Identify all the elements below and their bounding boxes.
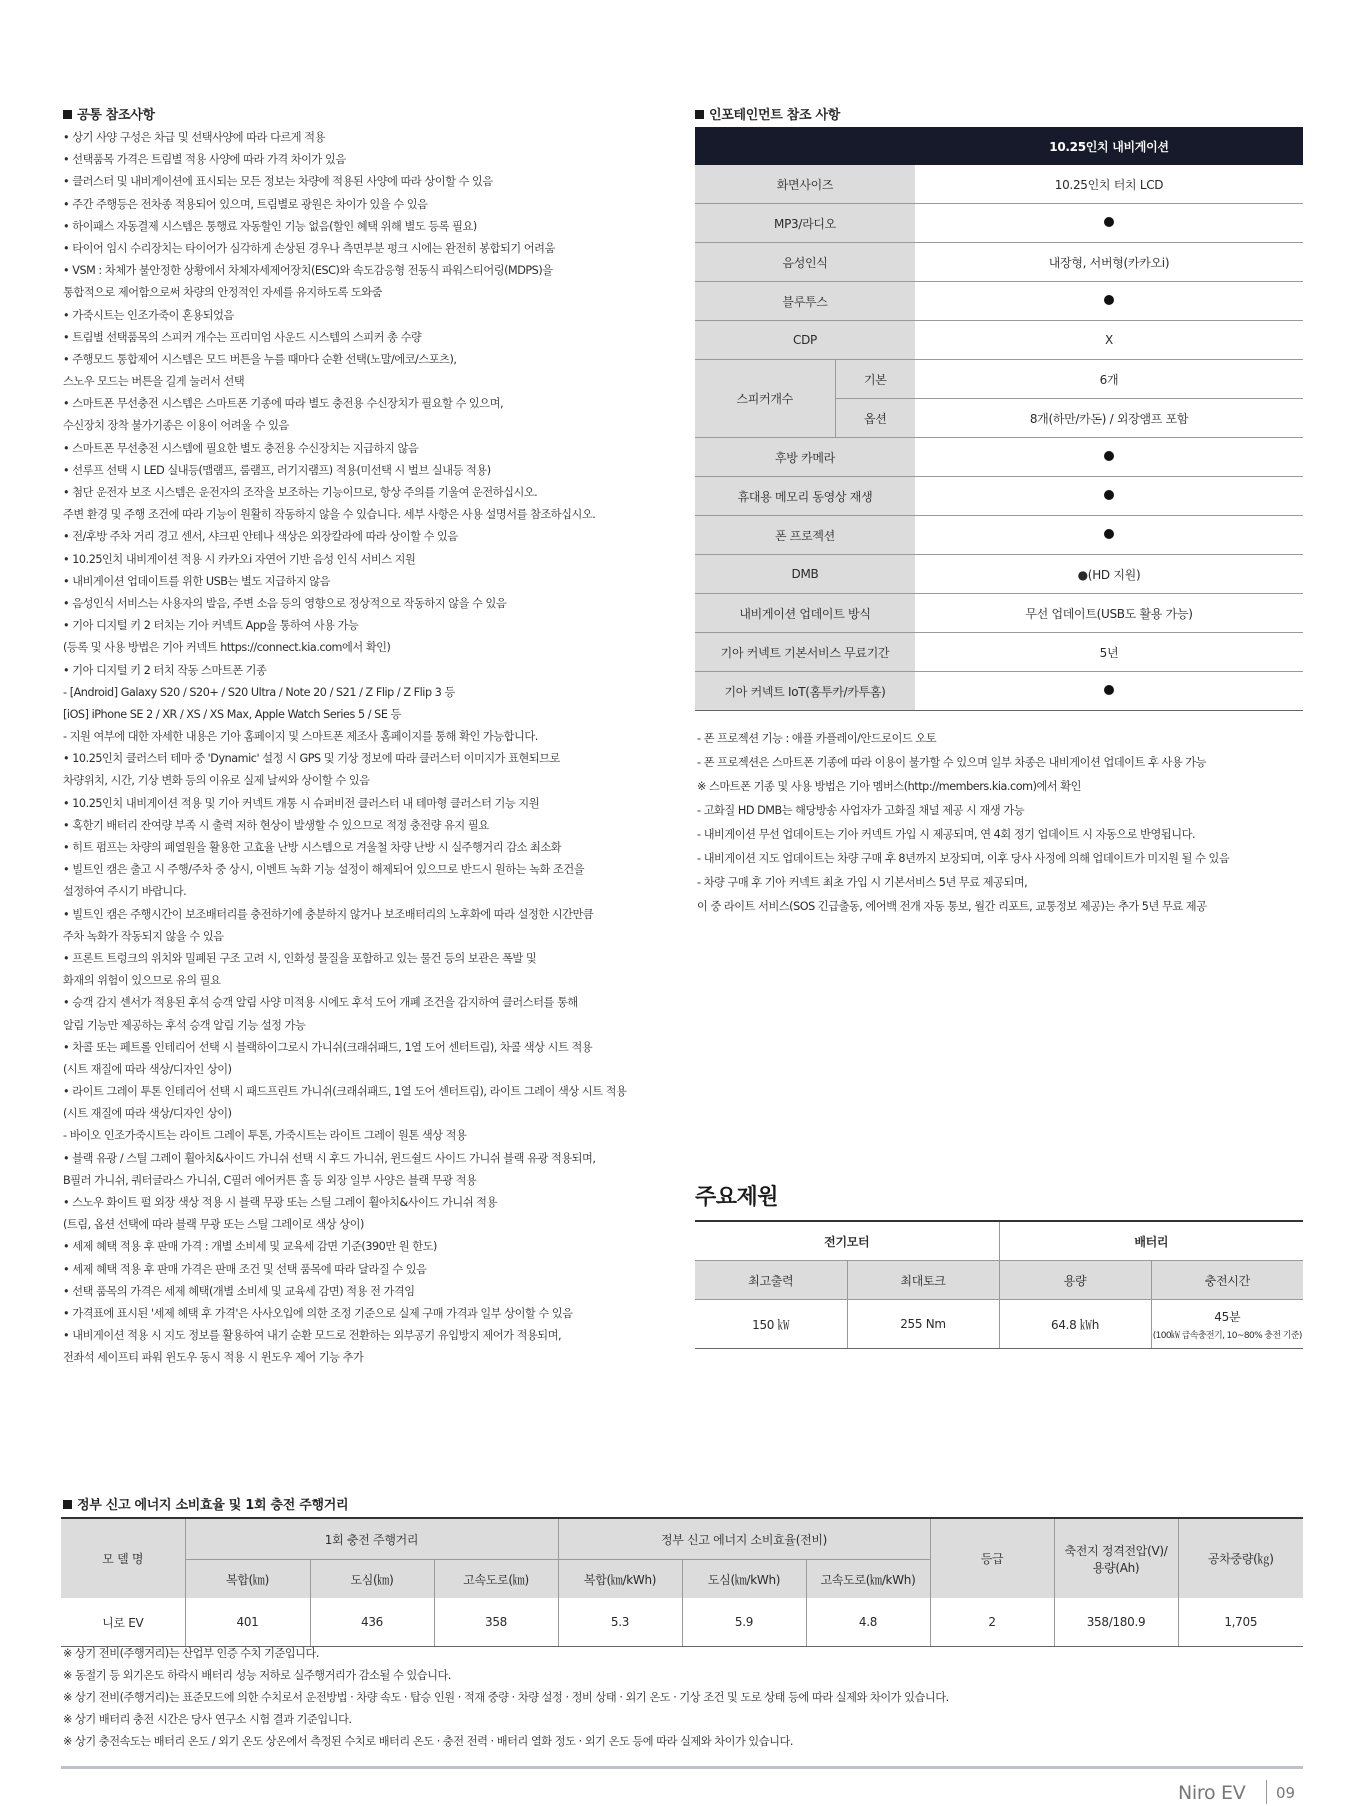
spec-col-header: 최대토크 bbox=[847, 1261, 999, 1300]
note-line: (시트 재질에 따라 색상/디자인 상이) bbox=[63, 1062, 232, 1076]
infotainment-title: 인포테인먼트 참조 사항 bbox=[695, 104, 840, 123]
grade-header: 등급 bbox=[930, 1518, 1054, 1598]
note-line: • 세제 혜택 적용 후 판매 가격은 판매 조건 및 선택 품목에 따라 달라질 수 있음 bbox=[63, 1262, 427, 1276]
value-cell: 5년 bbox=[915, 633, 1303, 672]
note-line: • 하이패스 자동결제 시스템은 통행료 자동할인 기능 없음(할인 혜택 위해 별도 등록 필요) bbox=[63, 219, 477, 233]
note-line: 주변 환경 및 주행 조건에 따라 기능이 원활히 작동하지 않을 수 있습니다. 세부 사항은 사용 설명서를 참조하십시오. bbox=[63, 508, 596, 522]
row-label: 폰 프로젝션 bbox=[695, 516, 915, 555]
note-line: ※ 상기 배터리 충전 시간은 당사 연구소 시험 결과 기준입니다. bbox=[63, 1713, 352, 1726]
note-line: • 음성인식 서비스는 사용자의 발음, 주변 소음 등의 영향으로 정상적으로 작동하지 않을 수 있음 bbox=[63, 596, 507, 610]
note-line: - 내비게이션 지도 업데이트는 차량 구매 후 8년까지 보장되며, 이후 당사 사정에 의해 업데이트가 미지원 될 수 있음 bbox=[697, 852, 1230, 865]
row-sublabel: 옵션 bbox=[835, 399, 915, 438]
note-line: • 클러스터 및 내비게이션에 표시되는 모든 정보는 차량에 적용된 사양에 따라 상이할 수 있음 bbox=[63, 175, 493, 189]
efficiency-combined: 5.3 bbox=[558, 1598, 682, 1647]
table-header-navigation: 10.25인치 내비게이션 bbox=[915, 127, 1303, 165]
supported-cell bbox=[915, 438, 1303, 477]
table-row bbox=[695, 555, 1303, 594]
row-label: 기아 커넥트 IoT(홈투카/카투홈) bbox=[695, 672, 915, 711]
note-line: • 타이어 임시 수리장치는 타이어가 심각하게 손상된 경우나 측면부분 펑크 시에는 완전히 봉합되기 어려움 bbox=[63, 241, 555, 255]
spec-value-charge-time bbox=[1151, 1300, 1303, 1349]
footer-divider bbox=[61, 1766, 1303, 1769]
note-line: • 트림별 선택품목의 스피커 개수는 프리미엄 사운드 시스템의 스피커 총 수량 bbox=[63, 330, 422, 344]
range-city: 436 bbox=[310, 1598, 434, 1647]
filled-circle-icon bbox=[1104, 295, 1114, 305]
spec-value-capacity: 64.8 ㎾h bbox=[999, 1300, 1151, 1349]
spec-group-motor: 전기모터 bbox=[695, 1221, 999, 1261]
voltage-header: 축전지 정격전압(V)/ 용량(Ah) bbox=[1054, 1518, 1178, 1598]
note-line: • 혹한기 배터리 잔여량 부족 시 출력 저하 현상이 발생할 수 있으므로 적정 충전량 유지 필요 bbox=[63, 818, 489, 832]
model-name: 니로 EV bbox=[61, 1598, 185, 1647]
row-label: MP3/라디오 bbox=[695, 204, 915, 243]
value-cell: 8개(하만/카돈) / 외장앰프 포함 bbox=[915, 399, 1303, 438]
spec-group-battery: 배터리 bbox=[999, 1221, 1303, 1261]
sub-header: 복합(㎞/kWh) bbox=[558, 1560, 682, 1599]
note-line: • 승객 감지 센서가 적용된 후석 승객 알림 사양 미적용 시에도 후석 도어 개폐 조건을 감지하여 클러스터를 통해 bbox=[63, 996, 578, 1010]
note-line: • 블랙 유광 / 스틸 그레이 휠아치&사이드 가니쉬 선택 시 후드 가니쉬, 윈드쉴드 사이드 가니쉬 블랙 유광 적용되며, bbox=[63, 1151, 596, 1165]
note-line: • 내비게이션 업데이트를 위한 USB는 별도 지급하지 않음 bbox=[63, 574, 331, 588]
note-line: • 빌트인 캠은 주행시간이 보조배터리를 충전하기에 충분하지 않거나 보조배터리의 노후화에 따라 설정한 시간만큼 bbox=[63, 907, 594, 921]
weight-header: 공차중량(㎏) bbox=[1178, 1518, 1303, 1598]
weight-value: 1,705 bbox=[1178, 1598, 1303, 1647]
supported-cell bbox=[915, 672, 1303, 711]
efficiency-city: 5.9 bbox=[682, 1598, 806, 1647]
note-line: - 지원 여부에 대한 자세한 내용은 기아 홈페이지 및 스마트폰 제조사 홈페이지를 통해 확인 가능합니다. bbox=[63, 730, 538, 744]
note-line: • 가격표에 표시된 '세제 혜택 후 가격'은 사사오입에 의한 조정 기준으로 실제 구매 가격과 일부 상이할 수 있음 bbox=[63, 1306, 573, 1320]
range-highway: 358 bbox=[434, 1598, 558, 1647]
efficiency-group-header: 정부 신고 에너지 소비효율(전비) bbox=[558, 1518, 930, 1560]
note-line: • 기아 디지털 키 2 터치 작동 스마트폰 기종 bbox=[63, 663, 267, 677]
note-line: 설정하여 주시기 바랍니다. bbox=[63, 885, 187, 899]
note-line: • 내비게이션 적용 시 지도 정보를 활용하여 내기 순환 모드로 전환하는 외부공기 유입방지 제어가 적용되며, bbox=[63, 1329, 562, 1343]
note-line: 주차 녹화가 작동되지 않을 수 있음 bbox=[63, 929, 224, 943]
sub-header: 도심(㎞) bbox=[310, 1560, 434, 1599]
note-line: (등록 및 사용 방법은 기아 커넥트 https://connect.kia.com에서 확인) bbox=[63, 641, 391, 655]
value-cell: X bbox=[915, 321, 1303, 360]
note-line: • 스마트폰 무선충전 시스템에 필요한 별도 충전용 수신장치는 지급하지 않음 bbox=[63, 441, 419, 455]
note-line: • 차콜 또는 페트롤 인테리어 선택 시 블랙하이그로시 가니쉬(크래쉬패드, 1열 도어 센터트림), 차콜 색상 시트 적용 bbox=[63, 1040, 593, 1054]
note-line: • 10.25인치 클러스터 테마 중 'Dynamic' 설정 시 GPS 및 기상 정보에 따라 클러스터 이미지가 표현되므로 bbox=[63, 752, 560, 766]
row-label: 화면사이즈 bbox=[695, 165, 915, 204]
charge-time-value: 45분 bbox=[1214, 1309, 1241, 1324]
table-row bbox=[695, 360, 1303, 399]
value-cell: 내장형, 서버형(카카오i) bbox=[915, 243, 1303, 282]
spec-col-header: 최고출력 bbox=[695, 1261, 847, 1300]
note-line: ※ 동절기 등 외기온도 하락시 배터리 성능 저하로 실주행거리가 감소될 수 있습니다. bbox=[63, 1669, 451, 1682]
spec-value-power: 150 ㎾ bbox=[695, 1300, 847, 1349]
table-row bbox=[695, 165, 1303, 204]
note-line: ※ 상기 충전속도는 배터리 온도 / 외기 온도 상온에서 측정된 수치로 배터리 온도 · 충전 전력 · 배터리 열화 정도 · 외기 온도 등에 따라 실제와 차이가 있습니다. bbox=[63, 1735, 793, 1748]
supported-cell bbox=[915, 477, 1303, 516]
note-line: • 10.25인치 내비게이션 적용 및 기아 커넥트 개통 시 슈퍼비전 클러스터 내 테마형 클러스터 기능 지원 bbox=[63, 796, 540, 810]
table-row bbox=[695, 516, 1303, 555]
note-line: • 10.25인치 내비게이션 적용 시 카카오i 자연어 기반 음성 인식 서비스 지원 bbox=[63, 552, 416, 566]
supported-cell bbox=[915, 282, 1303, 321]
footer-model-name: Niro EV bbox=[1178, 1782, 1246, 1804]
note-line: - [Android] Galaxy S20 / S20+ / S20 Ultra / Note 20 / S21 / Z Flip / Z Flip 3 등 bbox=[63, 685, 455, 699]
note-line: • 전/후방 주차 거리 경고 센서, 샤크핀 안테나 색상은 외장칼라에 따라 상이할 수 있음 bbox=[63, 530, 458, 544]
note-line: • 선택 품목의 가격은 세제 혜택(개별 소비세 및 교육세 감면) 적용 전 가격임 bbox=[63, 1284, 415, 1298]
supported-cell bbox=[915, 516, 1303, 555]
filled-circle-icon bbox=[1104, 490, 1114, 500]
note-line: B필러 가니쉬, 쿼터글라스 가니쉬, C필러 에어커튼 홀 등 외장 일부 사양은 블랙 무광 적용 bbox=[63, 1173, 477, 1187]
energy-notes bbox=[63, 1643, 1303, 1753]
range-group-header: 1회 충전 주행거리 bbox=[185, 1518, 558, 1560]
note-line: • 선루프 선택 시 LED 실내등(맵램프, 룸램프, 러기지램프) 적용(미선택 시 벌브 실내등 적용) bbox=[63, 463, 491, 477]
charge-time-note: (100㎾ 급속충전기, 10~80% 충전 기준) bbox=[1152, 1330, 1302, 1341]
note-line: - 고화질 HD DMB는 해당방송 사업자가 고화질 채널 제공 시 재생 가능 bbox=[697, 804, 1025, 817]
square-bullet-icon bbox=[63, 1500, 72, 1509]
spec-col-header: 충전시간 bbox=[1151, 1261, 1303, 1300]
specs-title: 주요제원 bbox=[695, 1185, 779, 1210]
note-line: - 폰 프로젝션 기능 : 애플 카플레이/안드로이드 오토 bbox=[697, 732, 937, 745]
row-sublabel: 기본 bbox=[835, 360, 915, 399]
note-line: - 폰 프로젝션은 스마트폰 기종에 따라 이용이 불가할 수 있으며 일부 차종은 내비게이션 업데이트 후 사용 가능 bbox=[697, 756, 1207, 769]
note-line: 수신장치 장착 불가기종은 이용이 어려울 수 있음 bbox=[63, 419, 289, 433]
note-line: • 히트 펌프는 차량의 폐열원을 활용한 고효율 난방 시스템으로 겨울철 차량 난방 시 실주행거리 감소 최소화 bbox=[63, 841, 562, 854]
note-line: - 내비게이션 무선 업데이트는 기아 커넥트 가입 시 제공되며, 연 4회 정기 업데이트 시 자동으로 반영됩니다. bbox=[697, 828, 1196, 841]
footer-separator bbox=[1266, 1780, 1267, 1804]
row-label: 스피커개수 bbox=[695, 360, 835, 438]
common-notes-title: 공통 참조사항 bbox=[63, 104, 155, 123]
note-line: • 상기 사양 구성은 차급 및 선택사양에 따라 다르게 적용 bbox=[63, 131, 325, 144]
note-line: • 첨단 운전자 보조 시스템은 운전자의 조작을 보조하는 기능이므로, 항상 주의를 기울여 운전하십시오. bbox=[63, 486, 538, 499]
table-row bbox=[695, 672, 1303, 711]
supported-cell bbox=[915, 204, 1303, 243]
sub-header: 도심(㎞/kWh) bbox=[682, 1560, 806, 1599]
note-line: - 차량 구매 후 기아 커넥트 최초 가입 시 기본서비스 5년 무료 제공되며, bbox=[697, 876, 1028, 889]
grade-value: 2 bbox=[930, 1598, 1054, 1647]
note-line: (시트 재질에 따라 색상/디자인 상이) bbox=[63, 1107, 232, 1121]
range-combined: 401 bbox=[185, 1598, 310, 1647]
note-line: • 스노우 화이트 펄 외장 색상 적용 시 블랙 무광 또는 스틸 그레이 휠아치&사이드 가니쉬 적용 bbox=[63, 1196, 497, 1209]
table-header-blank bbox=[695, 127, 915, 165]
filled-circle-icon bbox=[1104, 529, 1114, 539]
note-line: • 프론트 트렁크의 위치와 밀폐된 구조 고려 시, 인화성 물질을 포함하고 있는 물건 등의 보관은 폭발 및 bbox=[63, 951, 537, 965]
table-row bbox=[695, 594, 1303, 633]
row-label: 후방 카메라 bbox=[695, 438, 915, 477]
filled-circle-icon bbox=[1104, 217, 1114, 227]
note-line: • 라이트 그레이 투톤 인테리어 선택 시 패드프린트 가니쉬(크래쉬패드, 1열 도어 센터트림), 라이트 그레이 색상 시트 적용 bbox=[63, 1085, 627, 1099]
row-label: 휴대용 메모리 동영상 재생 bbox=[695, 477, 915, 516]
note-line: • VSM : 차체가 불안정한 상황에서 차체자세제어장치(ESC)와 속도감응형 전동식 파워스티어링(MDPS)을 bbox=[63, 264, 553, 278]
note-line: 통합적으로 제어함으로써 차량의 안정적인 자세를 유지하도록 도와줌 bbox=[63, 286, 382, 300]
value-cell: 무선 업데이트(USB도 활용 가능) bbox=[915, 594, 1303, 633]
note-line: • 주간 주행등은 전차종 적용되어 있으며, 트림별로 광원은 차이가 있을 수 있음 bbox=[63, 197, 428, 211]
square-bullet-icon bbox=[63, 110, 72, 119]
row-label: CDP bbox=[695, 321, 915, 360]
value-cell: 6개 bbox=[915, 360, 1303, 399]
note-line: 이 중 라이트 서비스(SOS 긴급출동, 에어백 전개 자동 통보, 월간 리포트, 교통정보 제공)는 추가 5년 무료 제공 bbox=[697, 900, 1207, 913]
table-row bbox=[695, 243, 1303, 282]
note-line: • 스마트폰 무선충전 시스템은 스마트폰 기종에 따라 별도 충전용 수신장치가 필요할 수 있으며, bbox=[63, 397, 504, 411]
square-bullet-icon bbox=[695, 110, 704, 119]
model-header: 모 델 명 bbox=[61, 1518, 185, 1598]
sub-header: 복합(㎞) bbox=[185, 1560, 310, 1599]
note-line: - 바이오 인조가죽시트는 라이트 그레이 투톤, 가죽시트는 라이트 그레이 원톤 색상 적용 bbox=[63, 1129, 467, 1143]
energy-title: 정부 신고 에너지 소비효율 및 1회 충전 주행거리 bbox=[63, 1494, 348, 1513]
efficiency-highway: 4.8 bbox=[806, 1598, 930, 1647]
row-label: 블루투스 bbox=[695, 282, 915, 321]
note-line: 알림 기능만 제공하는 후석 승객 알림 기능 설정 가능 bbox=[63, 1018, 306, 1032]
table-row bbox=[695, 438, 1303, 477]
energy-efficiency-table bbox=[61, 1517, 1303, 1647]
table-row bbox=[695, 477, 1303, 516]
row-label: 음성인식 bbox=[695, 243, 915, 282]
note-line: [iOS] iPhone SE 2 / XR / XS / XS Max, Apple Watch Series 5 / SE 등 bbox=[63, 707, 401, 721]
table-row bbox=[695, 321, 1303, 360]
note-line: • 가죽시트는 인조가죽이 혼용되었음 bbox=[63, 308, 234, 322]
sub-header: 고속도로(㎞) bbox=[434, 1560, 558, 1599]
note-line: ※ 상기 전비(주행거리)는 산업부 인증 수치 기준입니다. bbox=[63, 1647, 319, 1660]
common-notes-list bbox=[63, 127, 673, 1370]
note-line: • 빌트인 캠은 출고 시 주행/주차 중 상시, 이벤트 녹화 기능 설정이 해제되어 있으므로 반드시 원하는 녹화 조건을 bbox=[63, 863, 585, 877]
table-row bbox=[695, 282, 1303, 321]
note-line: 전좌석 세이프티 파워 윈도우 동시 적용 시 윈도우 제어 기능 추가 bbox=[63, 1351, 364, 1365]
table-row bbox=[695, 633, 1303, 672]
note-line: 화재의 위험이 있으므로 유의 필요 bbox=[63, 974, 221, 988]
value-cell: 10.25인치 터치 LCD bbox=[915, 165, 1303, 204]
infotainment-table bbox=[695, 127, 1303, 711]
note-line: • 세제 혜택 적용 후 판매 가격 : 개별 소비세 및 교육세 감면 기준(390만 원 한도) bbox=[63, 1240, 437, 1254]
note-line: ※ 상기 전비(주행거리)는 표준모드에 의한 수치로서 운전방법 · 차량 속도 · 탑승 인원 · 적재 중량 · 차량 설정 · 정비 상태 · 외기 온도 · 기상 조건 및 도로 상태 등에 따라 실제와 차이가 있습니다. bbox=[63, 1691, 949, 1704]
note-line: ※ 스마트폰 기종 및 사용 방법은 기아 멤버스(http://members.kia.com)에서 확인 bbox=[697, 780, 1082, 793]
spec-value-torque: 255 Nm bbox=[847, 1300, 999, 1349]
infotainment-notes bbox=[697, 727, 1317, 919]
specs-table bbox=[695, 1220, 1303, 1349]
filled-circle-icon bbox=[1104, 685, 1114, 695]
note-line: 스노우 모드는 버튼을 길게 눌러서 선택 bbox=[63, 375, 245, 389]
voltage-value: 358/180.9 bbox=[1054, 1598, 1178, 1647]
note-line: • 주행모드 통합제어 시스템은 모드 버튼을 누를 때마다 순환 선택(노말/에코/스포츠), bbox=[63, 352, 457, 366]
note-line: • 기아 디지털 키 2 터치는 기아 커넥트 App을 통하여 사용 가능 bbox=[63, 619, 359, 633]
row-label: 내비게이션 업데이트 방식 bbox=[695, 594, 915, 633]
note-line: • 선택품목 가격은 트림별 적용 사양에 따라 가격 차이가 있음 bbox=[63, 153, 346, 167]
row-label: DMB bbox=[695, 555, 915, 594]
sub-header: 고속도로(㎞/kWh) bbox=[806, 1560, 930, 1599]
row-label: 기아 커넥트 기본서비스 무료기간 bbox=[695, 633, 915, 672]
value-cell: ●(HD 지원) bbox=[915, 555, 1303, 594]
note-line: (트림, 옵션 선택에 따라 블랙 무광 또는 스틸 그레이로 색상 상이) bbox=[63, 1218, 364, 1232]
page-number: 09 bbox=[1276, 1784, 1296, 1802]
note-line: 차량위치, 시간, 기상 변화 등의 이유로 실제 날씨와 상이할 수 있음 bbox=[63, 774, 370, 788]
spec-col-header: 용량 bbox=[999, 1261, 1151, 1300]
table-row bbox=[695, 204, 1303, 243]
filled-circle-icon bbox=[1104, 451, 1114, 461]
